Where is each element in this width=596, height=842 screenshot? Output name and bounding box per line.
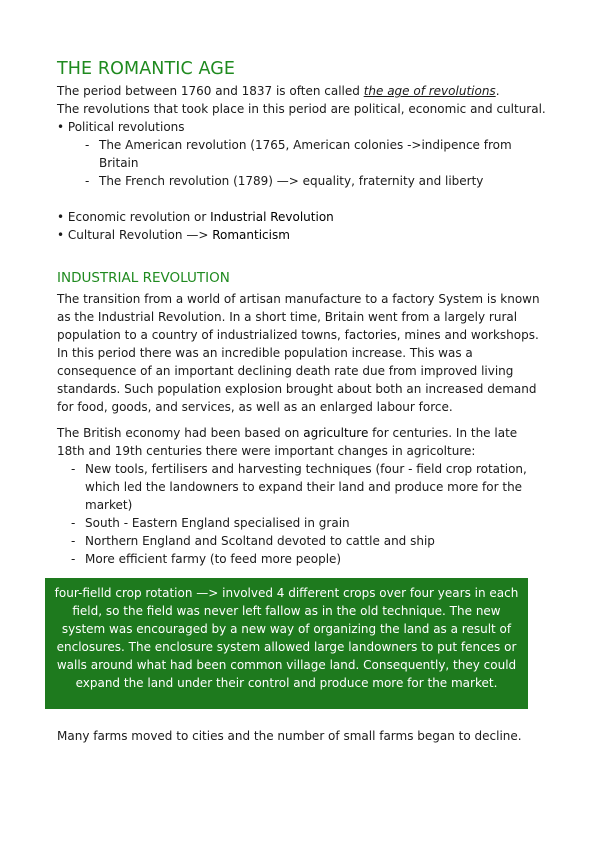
term-agriculture: agriculture	[303, 426, 369, 440]
bullet-text: • Economic revolution or	[57, 210, 211, 224]
agriculture-changes-list	[57, 460, 547, 568]
sub-item-text: The American revolution (1765, American colonies ->indipence from Britain	[99, 138, 512, 170]
list-item	[57, 460, 547, 514]
bullet-text: • Cultural Revolution —>	[57, 228, 213, 242]
list-item-text: New tools, fertilisers and harvesting techniques (four - field crop rotation, which led the landowners to expand their land and produce more for the market)	[85, 462, 527, 512]
intro-line-1	[57, 82, 547, 100]
list-item	[57, 514, 547, 532]
bullet-economic	[57, 208, 547, 226]
dash-marker: -	[71, 516, 76, 530]
list-item-text: South - Eastern England specialised in grain	[85, 516, 350, 530]
dash-marker: -	[85, 138, 90, 152]
closing-sentence: Many farms moved to cities and the number of small farms began to decline.	[57, 729, 522, 743]
term-industrial-revolution: Industrial Revolution	[210, 210, 334, 224]
sub-item-text: The French revolution (1789) —> equality, fraternity and liberty	[99, 174, 484, 188]
paragraph-text: for centuries. In the late 18th and 19th centuries there were important changes in agricolture:	[57, 426, 518, 458]
sub-item-american	[57, 136, 547, 172]
emphasis-term: the age of revolutions	[363, 84, 496, 98]
paragraph-text: The British economy had been based on	[57, 426, 304, 440]
dash-marker: -	[85, 174, 90, 188]
bullet-political: • Political revolutions	[57, 120, 185, 134]
intro-text: The period between 1760 and 1837 is often called	[57, 84, 364, 98]
highlight-box	[45, 578, 528, 709]
intro-line-2: The revolutions that took place in this period are political, economic and cultural.	[57, 102, 546, 116]
paragraph-industrial: The transition from a world of artisan manufacture to a factory System is known as the Industrial Revolution. In a short time, Britain went from a largely rural population to a country of industrialized towns, factories, mines and workshops. In this period there was an incredible population increase. This was a consequence of an important declining death rate due from improved living standards. Such population explosion brought about both an increased demand for food, goods, and services, as well as an enlarged labour force.	[57, 292, 540, 414]
paragraph-agriculture	[57, 424, 547, 460]
intro-period: .	[495, 84, 500, 98]
dash-marker: -	[71, 534, 76, 548]
list-item	[57, 550, 547, 568]
dash-marker: -	[71, 462, 76, 476]
dash-marker: -	[71, 552, 76, 566]
document-page	[57, 58, 547, 568]
section-heading-industrial: INDUSTRIAL REVOLUTION	[57, 270, 230, 286]
list-item	[57, 532, 547, 550]
highlight-box-text: four-fielld crop rotation —> involved 4 different crops over four years in each field, so the field was never left fallow as in the old technique. The new system was encouraged by a new way of organizing the land as a result of enclosures. The enclosure system allowed large landowners to put fences or walls around what had been common village land. Consequently, they could expand the land under their control and produce more for the market.	[54, 586, 519, 690]
bullet-cultural	[57, 226, 547, 244]
term-romanticism: Romanticism	[212, 228, 290, 242]
list-item-text: Northern England and Scoltand devoted to cattle and ship	[85, 534, 435, 548]
page-title: THE ROMANTIC AGE	[57, 59, 236, 79]
sub-item-french	[57, 172, 547, 190]
list-item-text: More efficient farmy (to feed more people)	[85, 552, 342, 566]
